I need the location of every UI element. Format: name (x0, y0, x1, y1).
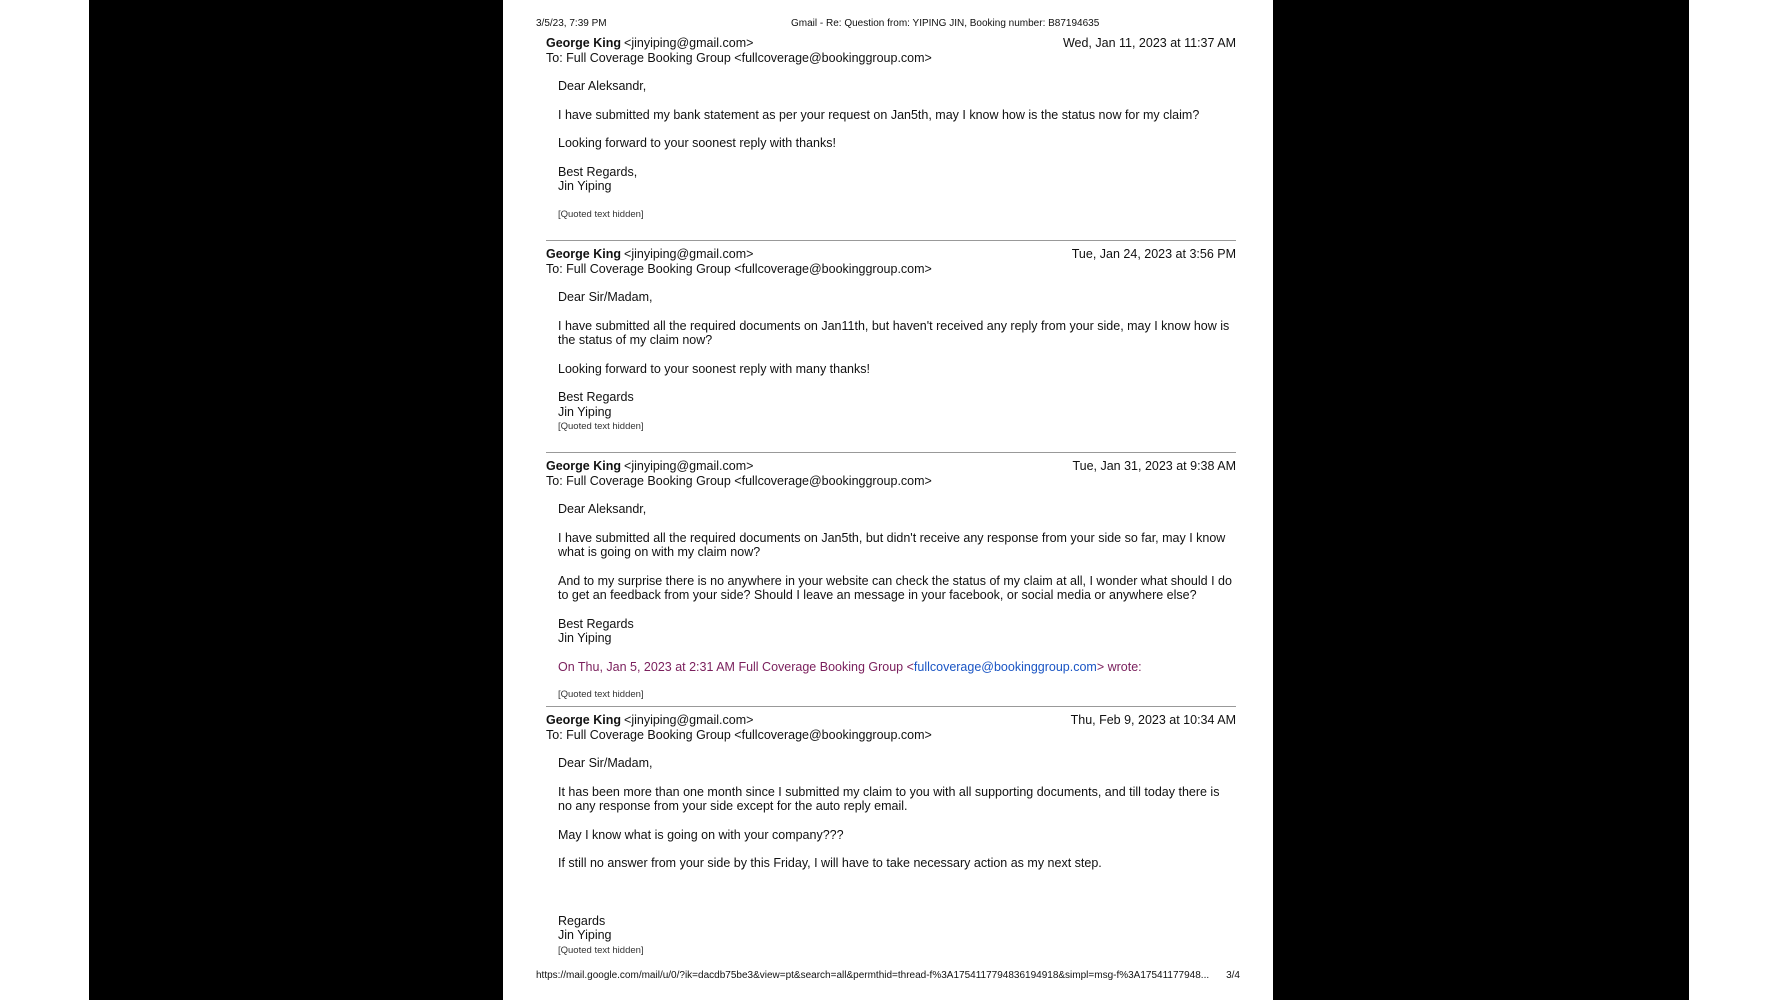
quoted-text-hidden[interactable]: [Quoted text hidden] (558, 208, 644, 220)
closing: Regards (558, 913, 606, 928)
body-paragraph: Looking forward to your soonest reply with many thanks! (558, 361, 870, 376)
recipient-line: To: Full Coverage Booking Group <fullcoverage@bookinggroup.com> (546, 727, 932, 742)
attribution-email-link[interactable]: fullcoverage@bookinggroup.com (913, 659, 1097, 674)
greeting: Dear Sir/Madam, (558, 756, 653, 770)
email-message (546, 36, 1236, 222)
email-body (546, 290, 1236, 435)
quoted-attribution (558, 660, 1236, 675)
signature: Jin Yiping (558, 179, 612, 193)
signature: Jin Yiping (558, 631, 612, 645)
body-paragraph: May I know what is going on with your company??? (558, 827, 844, 842)
body-paragraph: If still no answer from your side by this Friday, I will have to take necessary action as my next step. (558, 856, 1102, 870)
print-header (536, 18, 1240, 32)
closing: Best Regards, (558, 164, 638, 179)
closing: Best Regards (558, 616, 634, 631)
recipient-line: To: Full Coverage Booking Group <fullcoverage@bookinggroup.com> (546, 50, 932, 65)
document-page (503, 0, 1273, 1000)
signature: Jin Yiping (558, 404, 612, 419)
recipient-line: To: Full Coverage Booking Group <fullcoverage@bookinggroup.com> (546, 261, 932, 276)
quoted-text-hidden[interactable]: [Quoted text hidden] (558, 944, 644, 956)
email-meta (546, 713, 1236, 728)
message-divider (546, 706, 1236, 707)
email-body (546, 756, 1236, 958)
sender-email: <jinyiping@gmail.com> (624, 713, 754, 727)
print-title: Gmail - Re: Question from: YIPING JIN, Booking number: B87194635 (791, 18, 1100, 29)
email-meta (546, 36, 1236, 51)
sent-date: Thu, Feb 9, 2023 at 10:34 AM (1070, 713, 1236, 727)
email-body (546, 79, 1236, 222)
sender-name: George King (546, 459, 622, 473)
sender-name: George King (546, 247, 622, 261)
body-paragraph: I have submitted all the required documents on Jan11th, but haven't received any reply from your side, may I know how is the status of my claim now? (558, 318, 1230, 347)
closing: Best Regards (558, 390, 634, 404)
sender-name: George King (546, 713, 622, 727)
recipient-line: To: Full Coverage Booking Group <fullcoverage@bookinggroup.com> (546, 473, 932, 488)
message-divider (546, 240, 1236, 241)
attribution-prefix: On Thu, Jan 5, 2023 at 2:31 AM Full Coverage Booking Group < (558, 659, 914, 674)
body-paragraph: I have submitted all the required documents on Jan5th, but didn't receive any response from your side so far, may I know what is going on with my claim now? (558, 530, 1226, 559)
email-body (546, 502, 1236, 703)
right-letterbox (1273, 0, 1689, 1000)
print-date: 3/5/23, 7:39 PM (536, 18, 607, 29)
email-message (546, 459, 1236, 703)
footer-url: https://mail.google.com/mail/u/0/?ik=dacdb75be3&view=pt&search=all&permthid=thread-f%3A1754117794836194918&simpl=msg-f%3A17541177948... (536, 970, 1210, 981)
greeting: Dear Sir/Madam, (558, 290, 653, 304)
sender-email: <jinyiping@gmail.com> (624, 36, 754, 50)
sender-email: <jinyiping@gmail.com> (624, 459, 754, 473)
body-paragraph: And to my surprise there is no anywhere in your website can check the status of my claim at all, I wonder what should I do to get an feedback from your side? Should I leave an message in your facebook, or social media or anywhere else? (558, 573, 1232, 602)
attribution-suffix: > wrote: (1096, 659, 1142, 674)
email-meta (546, 247, 1236, 262)
left-letterbox (89, 0, 503, 1000)
quoted-text-hidden[interactable]: [Quoted text hidden] (558, 421, 644, 432)
sent-date: Tue, Jan 31, 2023 at 9:38 AM (1072, 459, 1236, 473)
body-paragraph: Looking forward to your soonest reply with thanks! (558, 136, 836, 150)
page-number: 3/4 (1226, 970, 1240, 981)
quoted-text-hidden[interactable]: [Quoted text hidden] (558, 689, 644, 700)
body-paragraph: I have submitted my bank statement as per your request on Jan5th, may I know how is the status now for my claim? (558, 107, 1200, 122)
greeting: Dear Aleksandr, (558, 79, 647, 93)
email-message (546, 713, 1236, 958)
email-message (546, 247, 1236, 435)
print-footer (536, 970, 1240, 984)
sent-date: Tue, Jan 24, 2023 at 3:56 PM (1071, 247, 1236, 261)
greeting: Dear Aleksandr, (558, 502, 647, 516)
sender-email: <jinyiping@gmail.com> (624, 247, 754, 261)
sent-date: Wed, Jan 11, 2023 at 11:37 AM (1062, 36, 1236, 50)
body-paragraph: It has been more than one month since I submitted my claim to you with all supporting documents, and till today there is no any response from your side except for the auto reply email. (558, 784, 1220, 813)
sender-name: George King (546, 36, 622, 50)
email-meta (546, 459, 1236, 474)
message-divider (546, 452, 1236, 453)
signature: Jin Yiping (558, 928, 612, 942)
